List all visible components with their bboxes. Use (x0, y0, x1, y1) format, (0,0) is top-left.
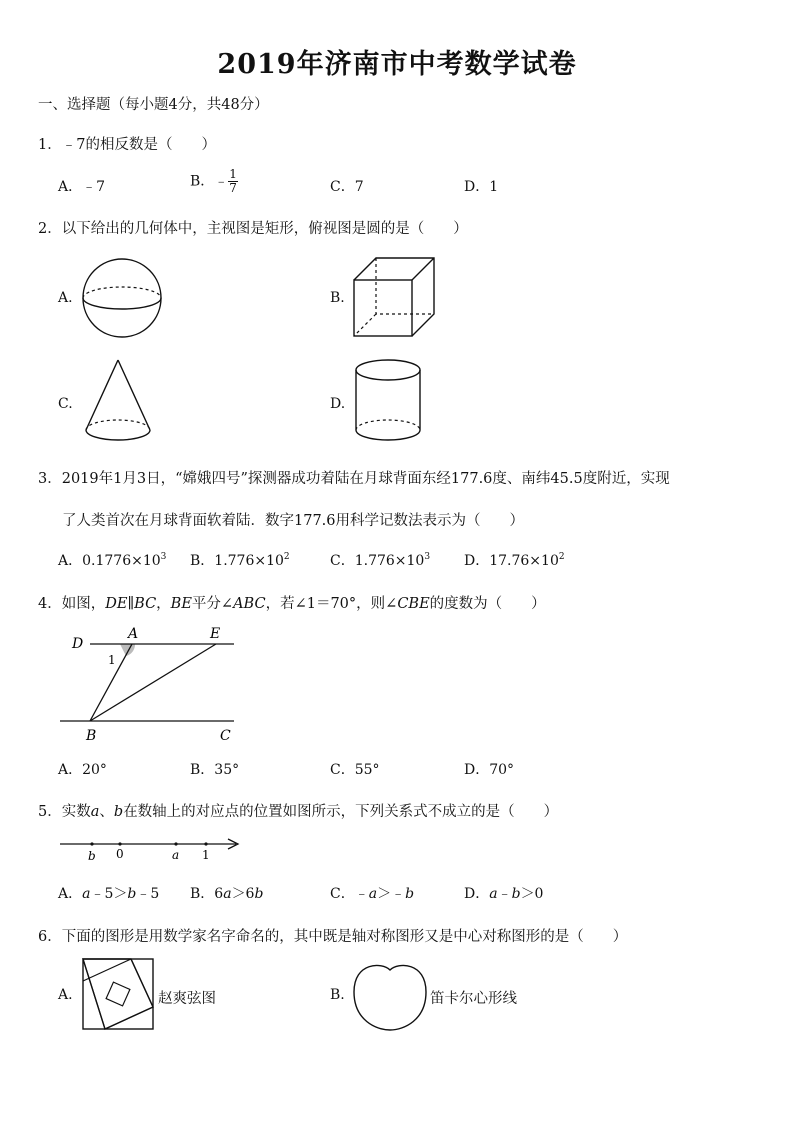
number-line-figure (56, 832, 246, 866)
q6-option-b: B. (330, 987, 345, 1003)
axis-label-0: 0 (116, 847, 124, 861)
question-4-stem: 4．如图，DE∥BC，BE平分∠ABC，若∠1＝70°，则∠CBE的度数为（ ） (38, 596, 546, 612)
cylinder-figure (352, 356, 426, 444)
section-heading: 一、选择题（每小题4分，共48分） (38, 97, 269, 113)
q4-option-d: D．70° (464, 762, 515, 778)
label-angle-1: 1 (108, 653, 116, 667)
parallel-lines-figure (56, 620, 246, 746)
question-3-line1: 3．2019年1月3日，“嫦娥四号”探测器成功着陆在月球背面东经177.6度、南纬45.5度附近，实现 (38, 471, 670, 487)
q6-option-b-name: 笛卡尔心形线 (430, 991, 517, 1007)
q4-option-a: A．20° (58, 762, 107, 778)
label-D: D (72, 636, 84, 652)
q1-option-a: A．﹣7 (58, 179, 106, 195)
axis-label-1: 1 (202, 848, 210, 862)
label-C: C (220, 728, 231, 744)
label-A: A (128, 626, 139, 642)
q1-option-b: B．﹣ $\frac{1}{7}$ (190, 167, 237, 195)
q3-option-d: D．$17.76\times 10^2$ (464, 552, 565, 569)
sphere-figure (80, 256, 166, 340)
q2-option-c: C. (58, 396, 73, 412)
cone-figure (80, 356, 156, 444)
q3-option-c: C．$1.776\times 10^3$ (330, 552, 431, 569)
q1-option-c: C．7 (330, 179, 364, 195)
q5-option-b: B．6a＞6b (190, 886, 264, 902)
question-3-line2: 了人类首次在月球背面软着陆．数字177.6用科学记数法表示为（ ） (62, 513, 525, 529)
question-2-stem: 2．以下给出的几何体中，主视图是矩形，俯视图是圆的是（ ） (38, 221, 468, 237)
q6-option-a: A. (58, 987, 73, 1003)
q2-option-b: B. (330, 290, 345, 306)
cardioid-diagram (350, 958, 430, 1034)
q5-option-a: A．a﹣5＞b﹣5 (58, 886, 160, 902)
zhao-shuang-diagram (80, 956, 156, 1032)
question-6-stem: 6．下面的图形是用数学家名字命名的，其中既是轴对称图形又是中心对称图形的是（ ） (38, 929, 628, 945)
axis-label-b: b (88, 849, 96, 863)
question-1-stem: 1．﹣7的相反数是（ ） (38, 137, 216, 153)
q6-option-a-name: 赵爽弦图 (158, 991, 216, 1007)
q4-option-c: C．55° (330, 762, 380, 778)
q2-option-a: A. (58, 290, 73, 306)
axis-label-a: a (172, 848, 180, 862)
question-5-stem: 5．实数a、b在数轴上的对应点的位置如图所示，下列关系式不成立的是（ ） (38, 804, 559, 820)
q5-option-c: C．﹣a＞﹣b (330, 886, 415, 902)
q5-option-d: D．a﹣b＞0 (464, 886, 544, 902)
cube-figure (350, 254, 440, 340)
page-title: 2019年济南市中考数学试卷 (217, 49, 577, 80)
q3-option-a: A．$0.1776\times 10^3$ (58, 552, 167, 569)
q3-option-b: B．$1.776\times 10^2$ (190, 552, 290, 569)
label-E: E (210, 626, 221, 642)
q2-option-d: D. (330, 396, 346, 412)
fraction: $\frac{1}{7}$ (229, 167, 237, 195)
q4-option-b: B．35° (190, 762, 240, 778)
label-B: B (86, 728, 97, 744)
q1-option-d: D．1 (464, 179, 499, 195)
